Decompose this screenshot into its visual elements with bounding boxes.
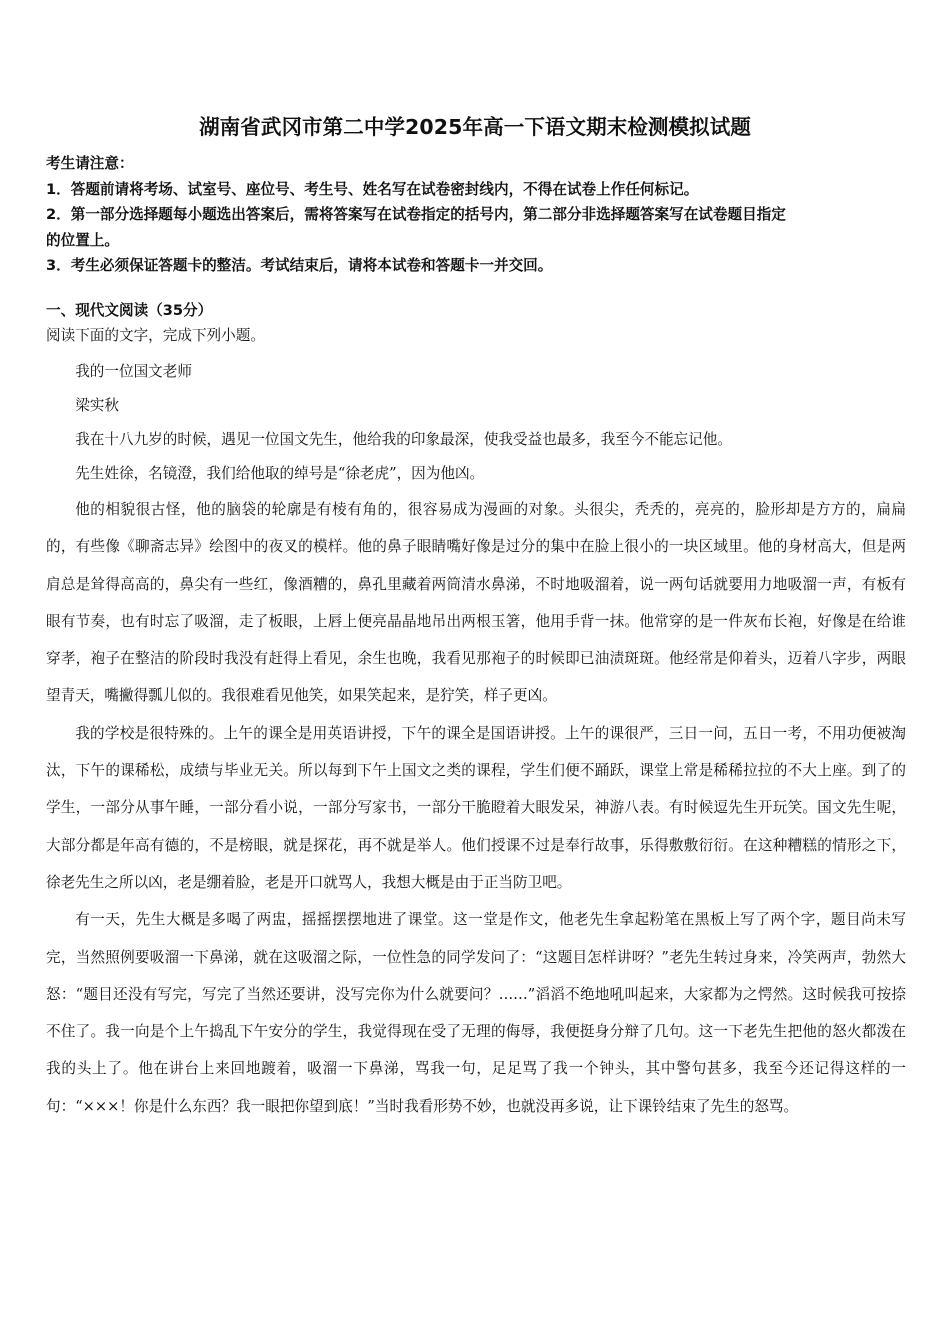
section-instruction: 阅读下面的文字，完成下列小题。 bbox=[46, 327, 265, 344]
article-author: 梁实秋 bbox=[75, 397, 119, 414]
notice-item: 1．答题前请将考场、试室号、座位号、考生号、姓名写在试卷密封线内，不得在试卷上作任何标记。 bbox=[46, 180, 699, 198]
article-paragraph: 他的相貌很古怪，他的脑袋的轮廓是有棱有角的，很容易成为漫画的对象。头很尖，秃秃的，亮亮的，脸形却是方方的，扁扁的，有些像《聊斋志异》绘图中的夜叉的模样。他的鼻子眼睛嘴好像是过分的集中在脸上很小的一块区域里。他的身材高大，但是两肩总是耸得高高的，鼻尖有一些红，像酒糟的，鼻孔里藏着两筒清水鼻涕，不时地吸溜着，说一两句话就要用力地吸溜一声，有板有眼有节奏，也有时忘了吸溜，走了板眼，上唇上便亮晶晶地吊出两根玉箸，他用手背一抹。他常穿的是一件灰布长袍，好像是在给谁穿孝，袍子在整洁的阶段时我没有赶得上看见，余生也晚，我看见那袍子的时候即已油渍斑斑。他经常是仰着头，迈着八字步，两眼望青天，嘴撇得瓢儿似的。我很难看见他笑，如果笑起来，是狞笑，样子更凶。 bbox=[46, 501, 906, 705]
page-title: 湖南省武冈市第二中学2025年高一下语文期末检测模拟试题 bbox=[199, 115, 751, 139]
notice-item: 2．第一部分选择题每小题选出答案后，需将答案写在试卷指定的括号内，第二部分非选择题答案写在试卷题目指定 bbox=[46, 206, 786, 223]
article-paragraph: 我在十八九岁的时候，遇见一位国文先生，他给我的印象最深，使我受益也最多，我至今不能忘记他。 bbox=[75, 431, 732, 448]
candidate-notice bbox=[46, 151, 904, 279]
article-paragraph: 有一天，先生大概是多喝了两盅，摇摇摆摆地进了课堂。这一堂是作文，他老先生拿起粉笔在黑板上写了两个字，题目尚未写完，当然照例要吸溜一下鼻涕，就在这吸溜之际，一位性急的同学发问了：“这题目怎样讲呀？”老先生转过身来，冷笑两声，勃然大怒：“题目还没有写完，写完了当然还要讲，没写完你为什么就要问？……”滔滔不绝地吼叫起来，大家都为之愕然。这时候我可按捺不住了。我一向是个上午捣乱下午安分的学生，我觉得现在受了无理的侮辱，我便挺身分辩了几句。这一下老先生把他的怒火都泼在我的头上了。他在讲台上来回地踱着，吸溜一下鼻涕，骂我一句，足足骂了我一个钟头，其中警句甚多，我至今还记得这样的一句：“×××！你是什么东西？我一眼把你望到底！”当时我看形势不妙，也就没再多说，让下课铃结束了先生的怒骂。 bbox=[46, 911, 906, 1115]
notice-item: 的位置上。 bbox=[46, 231, 119, 249]
section-heading: 一、现代文阅读（35分） bbox=[46, 302, 213, 319]
article-paragraph: 先生姓徐，名镜澄，我们给他取的绰号是“徐老虎”，因为他凶。 bbox=[75, 465, 485, 482]
notice-item: 3．考生必须保证答题卡的整洁。考试结束后，请将本试卷和答题卡一并交回。 bbox=[46, 257, 553, 274]
reading-passage bbox=[46, 355, 906, 1125]
article-paragraph: 我的学校是很特殊的。上午的课全是用英语讲授，下午的课全是国语讲授。上午的课很严，三日一问，五日一考，不用功便被淘汰，下午的课稀松，成绩与毕业无关。所以每到下午上国文之类的课程，学生们便不踊跃，课堂上常是稀稀拉拉的不大上座。到了的学生，一部分从事午睡，一部分看小说，一部分写家书，一部分干脆瞪着大眼发呆，神游八表。有时候逗先生开玩笑。国文先生呢，大部分都是年高有德的，不是榜眼，就是探花，再不就是举人。他们授课不过是奉行故事，乐得敷敷衍衍。在这种糟糕的情形之下，徐老先生之所以凶，老是绷着脸，老是开口就骂人，我想大概是由于正当防卫吧。 bbox=[46, 724, 906, 891]
article-title: 我的一位国文老师 bbox=[75, 363, 192, 380]
notice-heading: 考生请注意： bbox=[46, 155, 134, 172]
